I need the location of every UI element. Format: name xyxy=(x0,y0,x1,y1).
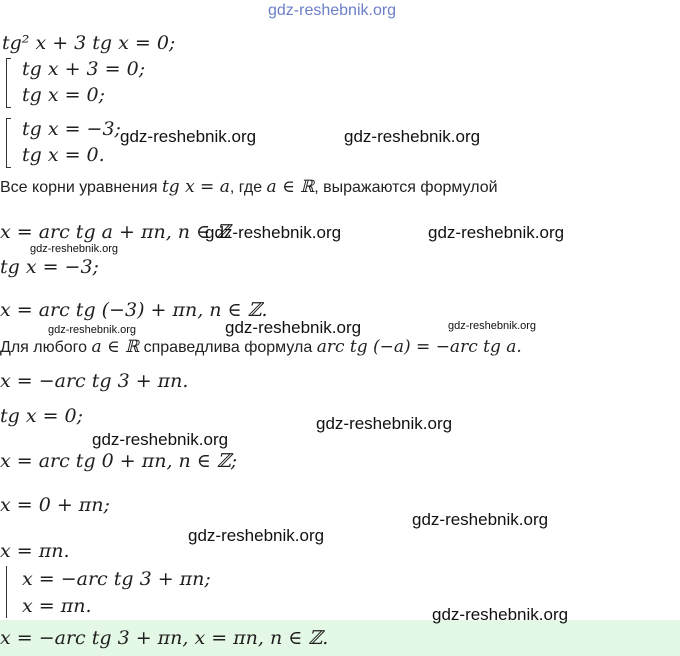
final-system-bracket xyxy=(6,566,7,618)
roots-statement xyxy=(0,177,498,198)
formula-statement-text: Для любого xyxy=(0,339,92,356)
watermark: gdz-reshebnik.org xyxy=(432,605,569,624)
watermark: gdz-reshebnik.org xyxy=(205,223,342,242)
watermark-top: gdz-reshebnik.org xyxy=(268,2,397,19)
watermark: gdz-reshebnik.org xyxy=(316,414,453,433)
system1-line2: tg x = 0; xyxy=(22,84,106,106)
system1-line1: tg x + 3 = 0; xyxy=(22,58,146,80)
watermark: gdz-reshebnik.org xyxy=(344,127,481,146)
system2-line2: tg x = 0. xyxy=(22,144,105,166)
solution-minus-arctg-3: x = −arc tg 3 + πn. xyxy=(0,370,189,392)
roots-statement-math2: a ∈ ℝ xyxy=(266,177,315,197)
watermark: gdz-reshebnik.org xyxy=(188,526,325,545)
general-formula: x = arc tg a + πn, n ∈ ℤ xyxy=(0,221,231,243)
roots-statement-text2: , где xyxy=(229,179,267,196)
watermark-small: gdz-reshebnik.org xyxy=(30,243,119,255)
watermark: gdz-reshebnik.org xyxy=(92,430,229,449)
system-bracket-2 xyxy=(6,118,11,168)
solution-pin: x = πn. xyxy=(0,540,70,562)
roots-statement-text: Все корни уравнения xyxy=(0,179,162,196)
system2-line1: tg x = −3; xyxy=(22,118,121,140)
case-tg-minus-3: tg x = −3; xyxy=(0,256,99,278)
watermark: gdz-reshebnik.org xyxy=(428,223,565,242)
formula-statement xyxy=(0,337,522,358)
formula-statement-math2: arc tg (−a) = −arc tg a. xyxy=(316,337,522,357)
system-bracket-1 xyxy=(6,58,11,108)
formula-statement-math1: a ∈ ℝ xyxy=(91,337,140,357)
roots-statement-math1: tg x = a xyxy=(161,177,230,197)
watermark-small: gdz-reshebnik.org xyxy=(48,324,137,336)
solution-zero-plus-pin: x = 0 + πn; xyxy=(0,494,110,516)
watermark: gdz-reshebnik.org xyxy=(120,127,257,146)
final-system-line1: x = −arc tg 3 + πn; xyxy=(22,568,211,590)
watermark: gdz-reshebnik.org xyxy=(412,510,549,529)
formula-statement-text2: справедлива формула xyxy=(139,339,317,356)
watermark-small: gdz-reshebnik.org xyxy=(448,320,537,332)
roots-statement-text3: , выражаются формулой xyxy=(314,179,498,196)
solution-arctg-minus-3: x = arc tg (−3) + πn, n ∈ ℤ. xyxy=(0,299,268,321)
final-system-line2: x = πn. xyxy=(22,595,92,617)
solution-arctg-0: x = arc tg 0 + πn, n ∈ ℤ; xyxy=(0,450,238,472)
case-tg-zero: tg x = 0; xyxy=(0,405,84,427)
watermark: gdz-reshebnik.org xyxy=(225,318,362,337)
equation-original: tg² x + 3 tg x = 0; xyxy=(2,32,176,54)
final-answer: x = −arc tg 3 + πn, x = πn, n ∈ ℤ. xyxy=(0,627,329,649)
